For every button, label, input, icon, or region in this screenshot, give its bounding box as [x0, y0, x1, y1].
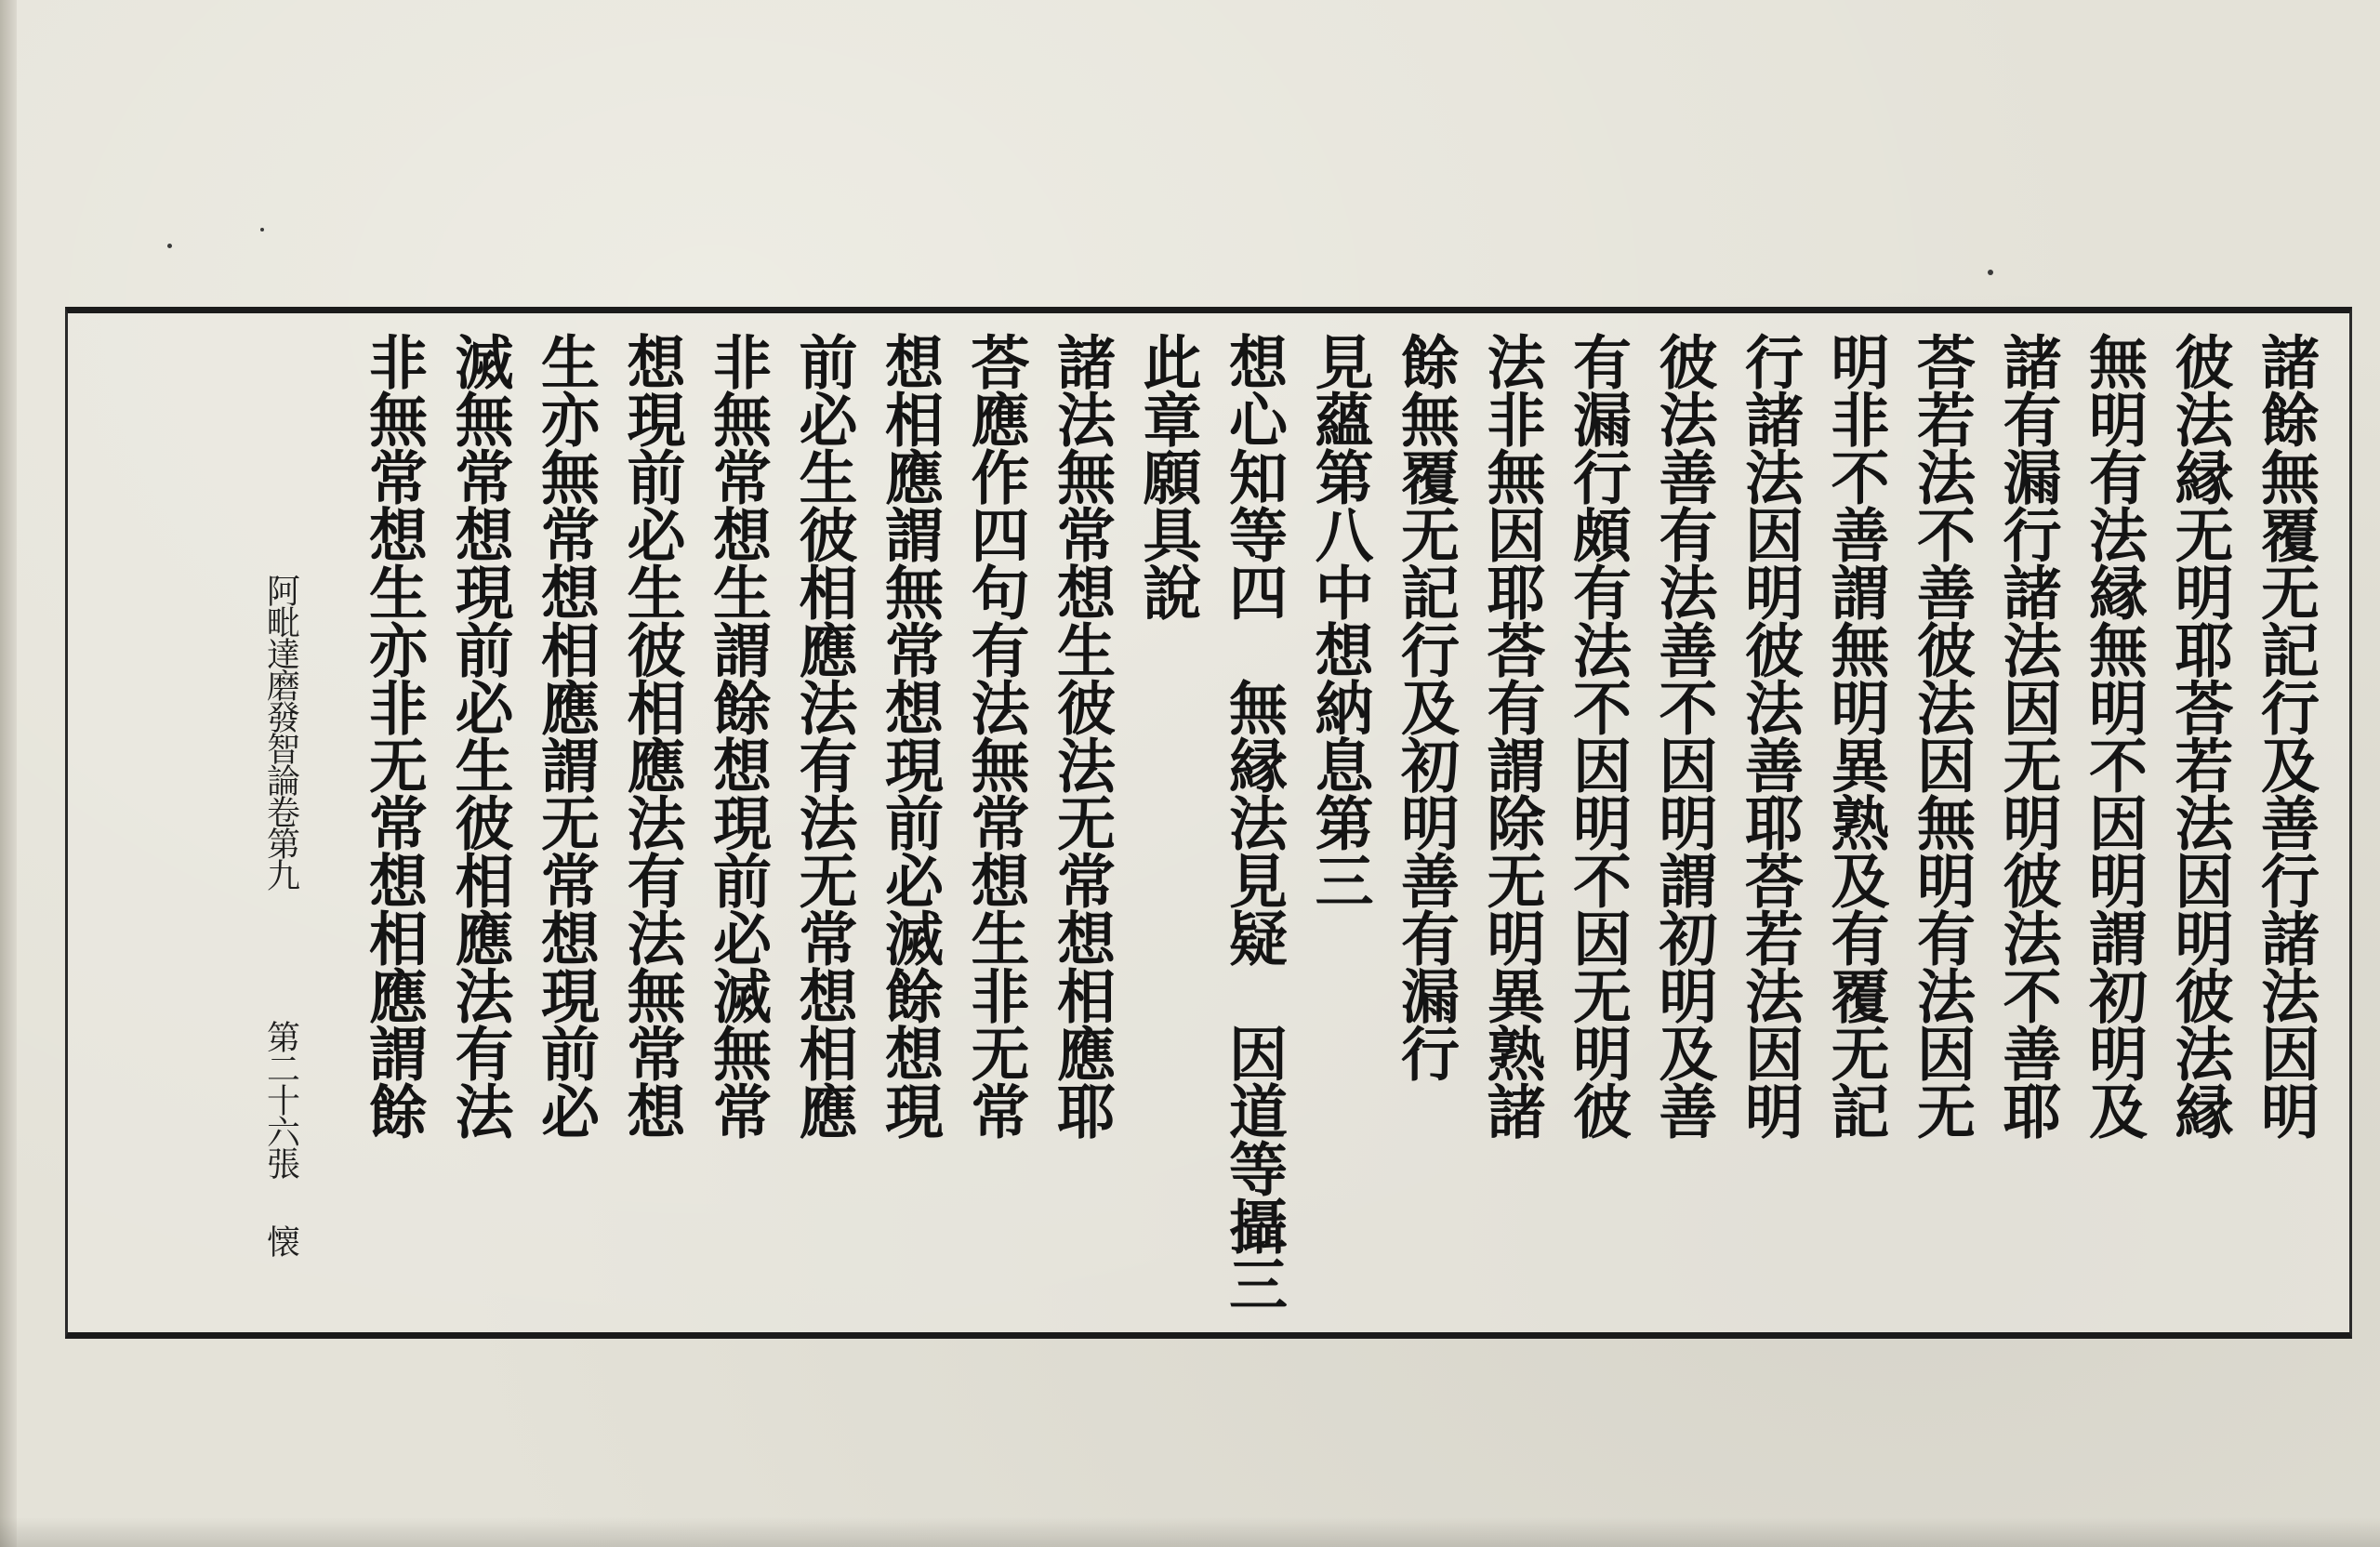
text-column-13-verse: 想心知等四 無縁法見疑 因道等攝三 — [1220, 332, 1289, 1312]
text-column-15: 諸法無常想生彼法无常想相應耶 — [1048, 332, 1117, 1139]
ink-speck — [1988, 270, 1993, 275]
text-column-10: 法非無因耶荅有謂除无明異熟諸 — [1477, 332, 1547, 1139]
text-column-6: 明非不善謂無明異熟及有覆无記 — [1821, 332, 1891, 1139]
page-number: 第二十六張 — [261, 1020, 300, 1178]
text-column-16: 荅應作四句有法無常想生非无常 — [961, 332, 1031, 1139]
text-column-11: 餘無覆无記行及初明善有漏行 — [1392, 332, 1461, 1081]
volume-title: 阿毗達磨發智論卷第九 — [261, 574, 300, 890]
text-column-1: 諸餘無覆无記行及善行諸法因明 — [2252, 332, 2320, 1139]
text-column-5: 荅若法不善彼法因無明有法因无 — [1908, 332, 1977, 1139]
printed-text-block-frame — [65, 307, 2352, 1339]
vertical-text-columns — [68, 313, 2349, 1332]
text-column-23: 非無常想生亦非无常想相應謂餘 — [360, 332, 429, 1139]
text-column-7: 行諸法因明彼法善耶荅若法因明 — [1736, 332, 1805, 1139]
text-column-17: 想相應謂無常想現前必滅餘想現 — [876, 332, 945, 1139]
page-bottom-shadow — [0, 1517, 2380, 1547]
text-column-21: 生亦無常想相應謂无常想現前必 — [532, 332, 601, 1139]
margin-footer-column — [261, 332, 351, 1327]
text-column-20: 想現前必生彼相應法有法無常想 — [617, 332, 687, 1139]
book-spine-edge — [0, 0, 17, 1547]
ink-speck — [260, 228, 264, 231]
ink-speck — [167, 244, 172, 248]
carver-mark: 懐 — [261, 1224, 300, 1258]
text-column-14: 此章願具說 — [1133, 332, 1203, 620]
text-column-22: 滅無常想現前必生彼相應法有法 — [445, 332, 515, 1139]
text-column-3: 無明有法縁無明不因明謂初明及 — [2080, 332, 2149, 1139]
text-column-19: 非無常想生謂餘想現前必滅無常 — [704, 332, 773, 1139]
text-column-2: 彼法縁无明耶荅若法因明彼法縁 — [2165, 332, 2235, 1139]
text-column-9: 有漏行頗有法不因明不因无明彼 — [1564, 332, 1633, 1139]
text-column-4: 諸有漏行諸法因无明彼法不善耶 — [1993, 332, 2063, 1139]
text-column-12-section-heading: 見蘊第八中想納息第三 — [1305, 332, 1375, 908]
text-column-18: 前必生彼相應法有法无常想相應 — [789, 332, 859, 1139]
text-column-8: 彼法善有法善不因明謂初明及善 — [1649, 332, 1719, 1139]
